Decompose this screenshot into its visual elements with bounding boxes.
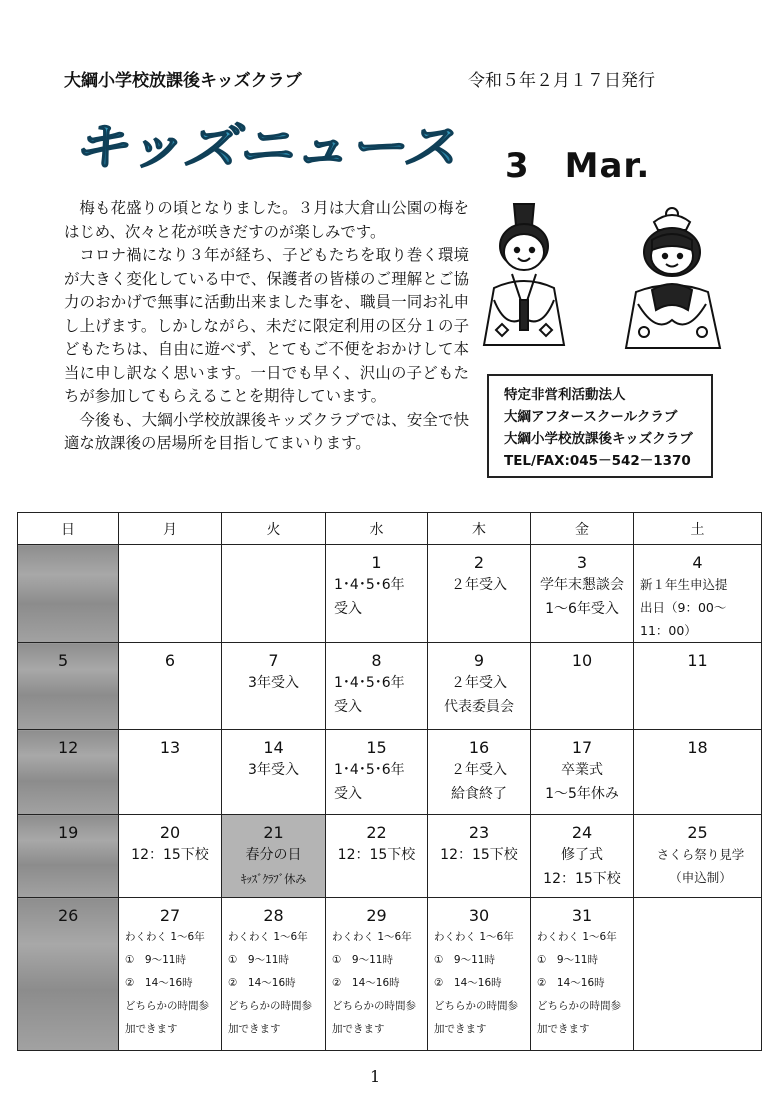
event-text: 受入 xyxy=(334,601,362,617)
calendar-cell xyxy=(634,643,762,730)
calendar-cell xyxy=(119,643,222,730)
event-text: ② 14〜16時 xyxy=(332,977,400,989)
calendar-cell xyxy=(531,643,634,730)
event-text: 加できます xyxy=(228,1023,281,1035)
event-text: 12：15下校 xyxy=(131,847,209,863)
day-number: 31 xyxy=(571,906,593,925)
day-number: 20 xyxy=(159,823,181,842)
hina-dolls-illustration xyxy=(476,200,728,360)
event-text: どちらかの時間参 xyxy=(537,1000,621,1012)
event-text: 受入 xyxy=(334,699,362,715)
day-number: 1 xyxy=(371,553,382,572)
calendar-cell xyxy=(634,815,762,898)
day-number: 27 xyxy=(159,906,181,925)
intro-paragraph: コロナ禍になり３年が経ち、子どもたちを取り巻く環境が大きく変化している中で、保護者の皆様のご理解とご協力のおかげで無事に活動出来ました事を、職員一同お礼申し上げます。しかしながら、未だに限定利用の区分１の子どもたちは、自由に遊べず、とてもご不便をおかけして本当に申し訳なく思います。一日でも早く、沢山の子どもたちが参加してもらえることを期待しています。 xyxy=(64,246,469,405)
day-number: 8 xyxy=(371,651,382,670)
event-text: 1･4･5･6年 xyxy=(334,762,405,778)
event-text: どちらかの時間参 xyxy=(125,1000,209,1012)
calendar-cell xyxy=(531,545,634,643)
calendar-cell xyxy=(428,815,531,898)
calendar-cell xyxy=(634,730,762,815)
calendar-cell-sunday xyxy=(18,643,119,730)
event-text: 3年受入 xyxy=(248,675,299,691)
intro-paragraph: 今後も、大綱小学校放課後キッズクラブでは、安全で快適な放課後の居場所を目指してまいります。 xyxy=(64,410,469,452)
day-number: 22 xyxy=(366,823,387,842)
event-text: 出日（9：00〜 xyxy=(640,600,727,615)
event-text: わくわく 1〜6年 xyxy=(537,931,617,943)
calendar-cell-empty xyxy=(119,545,222,643)
event-text: ① 9〜11時 xyxy=(125,954,186,966)
day-number: 26 xyxy=(58,906,79,925)
event-text: 1･4･5･6年 xyxy=(334,675,405,691)
calendar-cell xyxy=(634,545,762,643)
day-number: 3 xyxy=(576,553,588,572)
calendar-cell xyxy=(428,545,531,643)
day-number: 10 xyxy=(571,651,593,670)
calendar-cell-sunday xyxy=(18,730,119,815)
calendar-cell xyxy=(119,815,222,898)
calendar-header-row xyxy=(18,513,762,545)
calendar-cell xyxy=(326,545,428,643)
event-text: 給食終了 xyxy=(451,786,507,802)
event-text: 1〜6年受入 xyxy=(545,601,619,617)
event-text: 受入 xyxy=(334,786,362,802)
event-text: 卒業式 xyxy=(561,762,603,778)
event-text: ① 9〜11時 xyxy=(434,954,495,966)
event-text: 加できます xyxy=(537,1023,590,1035)
day-number: 29 xyxy=(366,906,387,925)
weekday-sun: 日 xyxy=(18,513,119,545)
calendar-cell xyxy=(326,730,428,815)
event-text: 1〜5年休み xyxy=(545,786,619,802)
event-text: ２年受入 xyxy=(451,577,507,593)
day-number: 5 xyxy=(58,651,69,670)
event-text: 3年受入 xyxy=(248,762,299,778)
weekday-fri: 金 xyxy=(531,513,634,545)
calendar-cell-empty xyxy=(222,545,326,643)
event-text: 1･4･5･6年 xyxy=(334,577,405,593)
contact-line: 大綱小学校放課後キッズクラブ xyxy=(504,431,693,447)
event-text: 春分の日 xyxy=(245,847,302,863)
calendar-cell xyxy=(119,730,222,815)
weekday-mon: 月 xyxy=(119,513,222,545)
event-text: 加できます xyxy=(434,1023,487,1035)
event-text: わくわく 1〜6年 xyxy=(332,931,412,943)
calendar-cell xyxy=(222,643,326,730)
calendar-cell xyxy=(531,815,634,898)
day-number: 7 xyxy=(268,651,279,670)
contact-box xyxy=(487,374,713,478)
calendar-cell-sunday xyxy=(18,898,119,1051)
calendar-cell xyxy=(428,730,531,815)
event-text: （申込制） xyxy=(669,870,732,885)
calendar-cell xyxy=(531,730,634,815)
newsletter-title-logo xyxy=(70,118,462,176)
event-text: ｷｯｽﾞｸﾗﾌﾞ休み xyxy=(241,872,306,886)
calendar-cell xyxy=(222,730,326,815)
event-text: 12：15下校 xyxy=(543,871,621,887)
event-text: わくわく 1〜6年 xyxy=(125,931,205,943)
calendar-week xyxy=(18,815,762,898)
calendar-week xyxy=(18,643,762,730)
event-text: ２年受入 xyxy=(451,762,507,778)
event-text: 修了式 xyxy=(561,847,603,863)
newsletter-title-text: キッズニュース xyxy=(72,118,458,176)
event-text: 新１年生申込提 xyxy=(640,577,728,592)
day-number: 19 xyxy=(58,823,79,842)
calendar-week xyxy=(18,545,762,643)
weekday-sat: 土 xyxy=(634,513,762,545)
calendar-week xyxy=(18,898,762,1051)
event-text: ① 9〜11時 xyxy=(332,954,393,966)
day-number: 14 xyxy=(263,738,284,757)
event-text: 加できます xyxy=(332,1023,385,1035)
day-number: 9 xyxy=(473,651,485,670)
event-text: ② 14〜16時 xyxy=(537,977,605,989)
day-number: 2 xyxy=(473,553,485,572)
event-text: ２年受入 xyxy=(451,675,507,691)
calendar-cell-holiday xyxy=(222,815,326,898)
event-text: ② 14〜16時 xyxy=(228,977,296,989)
event-text: ① 9〜11時 xyxy=(537,954,598,966)
event-text: さくら祭り見学 xyxy=(656,847,745,862)
day-number: 4 xyxy=(692,553,703,572)
contact-line: 大綱アフタースクールクラブ xyxy=(504,409,678,425)
day-number: 21 xyxy=(263,823,284,842)
day-number: 6 xyxy=(164,651,176,670)
event-text: わくわく 1〜6年 xyxy=(434,931,514,943)
event-text: どちらかの時間参 xyxy=(228,1000,312,1012)
day-number: 12 xyxy=(58,738,79,757)
calendar-cell-sunday xyxy=(18,815,119,898)
event-text: 12：15下校 xyxy=(337,847,416,863)
weekday-tue: 火 xyxy=(222,513,326,545)
day-number: 17 xyxy=(571,738,593,757)
event-text: 12：15下校 xyxy=(440,847,518,863)
month-label: 3 Mar. xyxy=(505,146,651,186)
event-text: ② 14〜16時 xyxy=(434,977,502,989)
event-text: ① 9〜11時 xyxy=(228,954,289,966)
day-number: 15 xyxy=(366,738,387,757)
day-number: 30 xyxy=(468,906,490,925)
day-number: 23 xyxy=(468,823,490,842)
calendar-cell xyxy=(119,898,222,1051)
event-text: どちらかの時間参 xyxy=(332,1000,416,1012)
event-text: ② 14〜16時 xyxy=(125,977,193,989)
contact-phone: TEL/FAX:045－542－1370 xyxy=(504,453,691,469)
calendar-week xyxy=(18,730,762,815)
intro-paragraph: 梅も花盛りの頃となりました。３月は大倉山公園の梅をはじめ、次々と花が咲きだすのが楽しみです。 xyxy=(64,199,469,241)
calendar-cell-empty xyxy=(18,545,119,643)
issue-date: 令和５年２月１７日発行 xyxy=(468,71,655,91)
day-number: 11 xyxy=(687,651,708,670)
weekday-wed: 水 xyxy=(326,513,428,545)
calendar-cell xyxy=(326,643,428,730)
eboshi-hat-icon xyxy=(514,204,534,226)
day-number: 25 xyxy=(687,823,708,842)
calendar-table xyxy=(17,512,762,1051)
intro-text xyxy=(64,197,469,456)
contact-line: 特定非営利活動法人 xyxy=(504,387,626,403)
calendar-cell xyxy=(326,898,428,1051)
event-text: 加できます xyxy=(125,1023,178,1035)
calendar-cell-empty xyxy=(634,898,762,1051)
day-number: 16 xyxy=(468,738,490,757)
calendar-cell xyxy=(428,898,531,1051)
event-text: わくわく 1〜6年 xyxy=(228,931,308,943)
event-text: 11：00） xyxy=(640,623,697,638)
organization-name: 大綱小学校放課後キッズクラブ xyxy=(64,71,302,91)
day-number: 13 xyxy=(159,738,181,757)
event-text: どちらかの時間参 xyxy=(434,1000,518,1012)
calendar-cell xyxy=(531,898,634,1051)
event-text: 代表委員会 xyxy=(444,699,514,715)
calendar-cell xyxy=(326,815,428,898)
calendar-cell xyxy=(428,643,531,730)
page-number: 1 xyxy=(370,1067,381,1086)
day-number: 24 xyxy=(571,823,593,842)
event-text: 学年末懇談会 xyxy=(540,577,624,593)
day-number: 28 xyxy=(263,906,284,925)
calendar-cell xyxy=(222,898,326,1051)
day-number: 18 xyxy=(687,738,708,757)
weekday-thu: 木 xyxy=(428,513,531,545)
